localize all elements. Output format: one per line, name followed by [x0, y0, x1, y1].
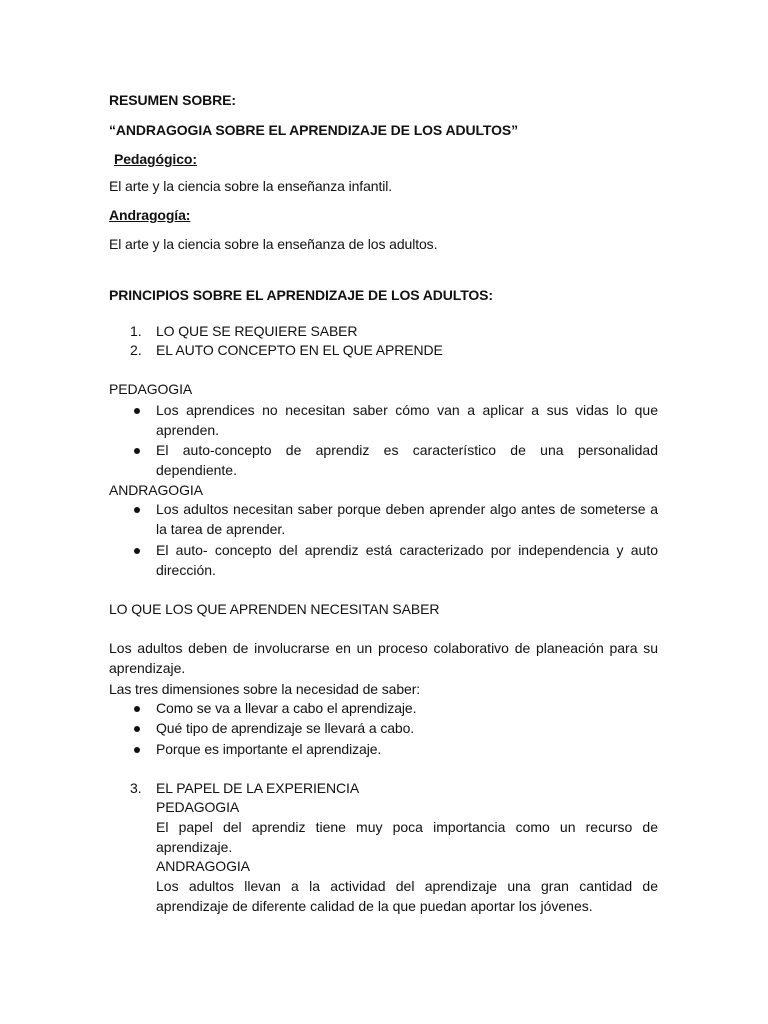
andragogia-bullet: Los adultos necesitan saber porque deben aprender algo antes de someterse a la tarea de aprender.: [156, 501, 658, 537]
summary-heading: RESUMEN SOBRE:: [109, 92, 236, 108]
bullet-icon: [134, 706, 140, 712]
pedagogico-term: Pedagógico:: [114, 151, 197, 167]
principles-title: PRINCIPIOS SOBRE EL APRENDIZAJE DE LOS ADULTOS:: [109, 287, 493, 303]
bullet-icon: [134, 548, 140, 554]
document-title: “ANDRAGOGIA SOBRE EL APRENDIZAJE DE LOS ADULTOS”: [109, 122, 519, 138]
experience-andragogia-label: ANDRAGOGIA: [156, 858, 250, 874]
pedagogia-bullet: El auto-concepto de aprendiz es característico de una personalidad dependiente.: [156, 442, 658, 478]
bullet-icon: [134, 726, 140, 732]
dimension-item: Como se va a llevar a cabo el aprendizaje.: [156, 700, 417, 716]
andragogia-definition: El arte y la ciencia sobre la enseñanza de los adultos.: [109, 236, 438, 252]
principle-number: 2.: [130, 342, 142, 358]
bullet-icon: [134, 747, 140, 753]
bullet-icon: [134, 507, 140, 513]
principle-item: LO QUE SE REQUIERE SABER: [156, 323, 358, 339]
pedagogia-label: PEDAGOGIA: [109, 381, 193, 397]
need-to-know-title: LO QUE LOS QUE APRENDEN NECESITAN SABER: [109, 601, 440, 617]
andragogia-term: Andragogía:: [109, 207, 191, 223]
dimension-item: Porque es importante el aprendizaje.: [156, 741, 382, 757]
bullet-icon: [134, 448, 140, 454]
pedagogico-definition: El arte y la ciencia sobre la enseñanza infantil.: [109, 178, 393, 194]
pedagogia-bullet: Los aprendices no necesitan saber cómo van a aplicar a sus vidas lo que aprenden.: [156, 402, 658, 438]
need-to-know-paragraph: Los adultos deben de involucrarse en un proceso colaborativo de planeación para su aprendizaje.: [109, 640, 658, 676]
bullet-icon: [134, 408, 140, 414]
experience-pedagogia-text: El papel del aprendiz tiene muy poca importancia como un recurso de aprendizaje.: [156, 819, 658, 855]
andragogia-label: ANDRAGOGIA: [109, 482, 203, 498]
dimensions-intro: Las tres dimensiones sobre la necesidad de saber:: [109, 681, 421, 697]
experience-andragogia-text: Los adultos llevan a la actividad del aprendizaje una gran cantidad de aprendizaje de diferente calidad de la que puedan aportar los jóvenes.: [156, 878, 658, 914]
experience-number: 3.: [130, 780, 142, 796]
principle-number: 1.: [130, 323, 142, 339]
experience-title: EL PAPEL DE LA EXPERIENCIA: [156, 780, 360, 796]
dimension-item: Qué tipo de aprendizaje se llevará a cabo.: [156, 720, 415, 736]
principle-item: EL AUTO CONCEPTO EN EL QUE APRENDE: [156, 342, 443, 358]
andragogia-bullet: El auto- concepto del aprendiz está caracterizado por independencia y auto dirección.: [156, 542, 658, 578]
experience-pedagogia-label: PEDAGOGIA: [156, 799, 240, 815]
